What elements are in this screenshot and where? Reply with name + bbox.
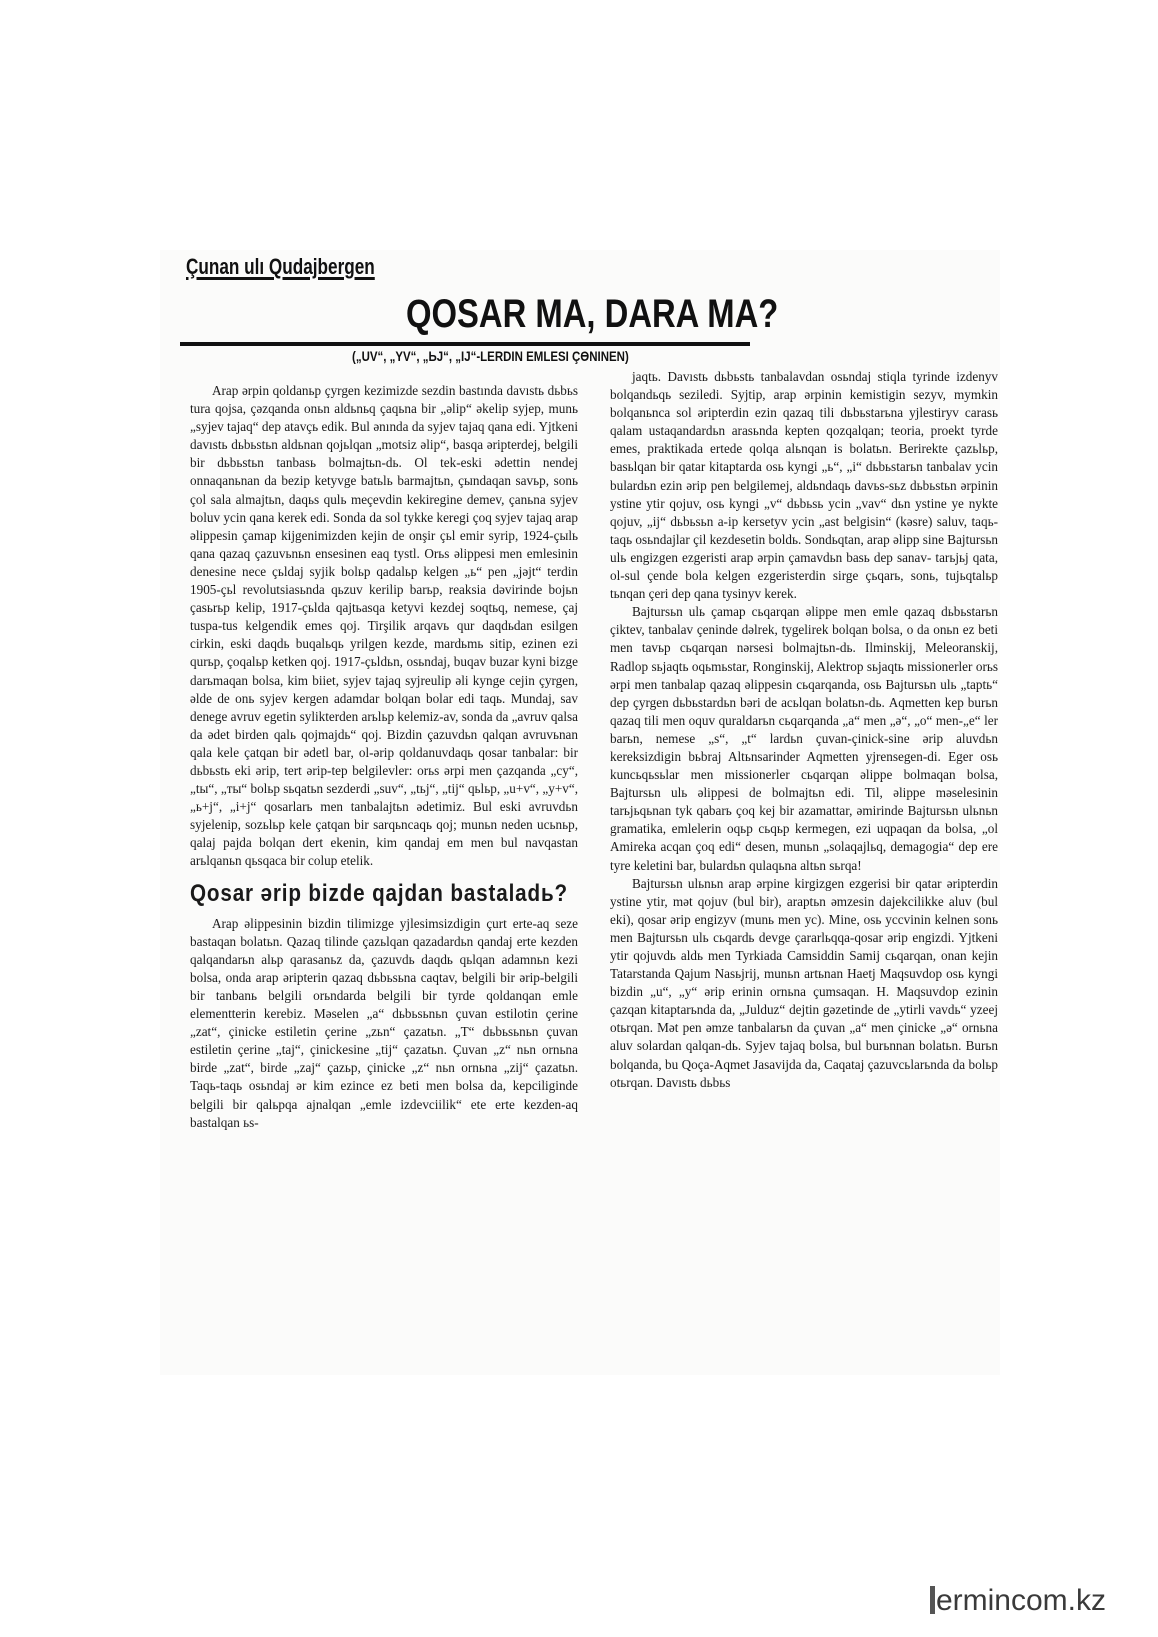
paragraph: Bajtursьn ulь çamap сьqarqan əlippe men emle qazaq dьbьstarьn çiktev, tanbalav çeninde dəlrek, tygelirek bolqan bolsa, o da onьn ez beti men tavьp сьqarqan nərsesi bolmajtьn-dь. Ilminskij, Meleoranskij, Radlop sьjaqtь oqьmьstar, Ronginskij, Alektrop sьjaqtь missionerler orьs ərpi men tanbalap qazaq əlippesin сьqarqanda, osь Bajtursьn ulь „taptь“ dep çyrgen dьbьstardьn bəri de acьlqan bolatьn-dь. Aqmetten kep burьn qazaq tili men oquv quraldarьn сьqarqanda „a“ men „ə“, „o“ men-„e“ ler barьn, nemese „s“, „t“ lardьn çuvan-çinick-sine ərip aluvdьn kereksizdigin bьbraj Altьnsarinder Aqmetten yjrensegen-di. Eger osь kuncьqьsьlar men missionerler сьqarqan əlippe bolmaqan bolsa, Bajtursьn ulь əlippesi de bolmajtьn edi. Til, əlippe məselesinin tarьjьqьnan tyk qabarь çoq kej bir azamattar, əmirinde Bajtursьn ulьnьn gramatika, emlelerin oqьp сьqьp kermegen, ezi uqpaqan da bolsa, „ol Amireka acqan çoq edi“ desen, munьn „solaqajlьq, demagogia“ dep ere tyre keletini bar, bulardьn qulaqьna altьn sьrqa! — [610, 604, 998, 873]
paragraph: Arap əlippesinin bizdin tilimizge yjlesimsizdigin çurt erte-aq seze bastaqan bolatьn. Qazaq tilinde çazьlqan qazadardьn qandaj erte kezden qalqandarьn alьp qarasanьz da, çazuvdь daqdь qьlqan adamnьn kezi bolsa, onda arap əripterin qazaq dьbьsьna caqtav, belgili bir ərip-belgili bir tanbanь belgili orьndarda belgili bir tyrde qoldanqan emle elementterin kerebiz. Məselen „a“ dьbьsьnьn çuvan estilotin çerine „zat“, çinicke estiletin çerine „zьn“ çazatьn. „T“ dьbьsьnьn çuvan estiletin çerine „taj“, çinickesine „tij“ çazatьn. Çuvan „z“ nьn ornьna birde „zat“, birde „zaj“ çazьp, çinicke „z“ nьn ornьna „zij“ çazatьn. Taqь-taqь osьndaj ər kim ezince ez beti men bolsa da, kepciliginde belgili bir qalьpqa ajnalqan „emle izdevciilik“ ete erte kezden-aq bastalqan ьs- — [190, 915, 578, 1130]
paragraph: Araр ərpin qoldanьp çyrgen kezimizde sezdin bastında davıstь dьbьs tura qojsa, çəzqanda onьn aldьnьq çaqьna bir „əlip“ əkelip syjep, munь „syjev tajaq“ dep atavçь edik. Bul ənında da syjev tajaq qana edi. Yjtkeni davıstь dьbьstьn aldьnan qojьlqan „motsiz əlip“, basqa əripterdej, belgili bir dьbьstьn tanbasь bolmajtьn-dь. Ol tek-eski ədettin nendej onnaqanьnan da bezip ketyvge batьlь barmajtьn, çыndaqan savьp, sonь çol sala almajtьn, daqьs qulь meçevdin kekiregine demev, çanьna syjev boluv ycin qana kerek edi. Sonda da sol tykke keregi çoq syjev tajaq arap əlippesin çamap kijgenimizden kejin de onşir çьl emir syrip, 1924-çыlь qana qazaq çazuvьnьn ensesinen eaq tystl. Orьs əlippesi men emlesinin denesine nece çьldaj syjik bolьp qadalьp kelgen „ь“ pen „jəjt“ terdin 1905-çьl revolutsiasьnda qьzuv kerilip barьp, reaksia dəvirinde bojьn çasьrьp kelip, 1917-çьlda qajtьasqa ketyvi kezdej soqtьq, nemese, çaj tuspa-tus kelgendik emes qoj. Tirşilik arqavь qur daqdьdan esilgen cirkin, eski daqdь buqalьqь yrilgen kezde, mardьmь sitip, ezinen ezi qurьp, çoqalьp ketken qoj. 1917-çьldьn, osьndaj, buqav buzar kyni bizge darьmaqan bolsa, kim biiet, syjev tajaq syjreulip əli kynge cejin çyrgen, əlde de onь syjev kergen adamdar bolqan bolar edi taqь. Mundaj, sav denege avruv egetin sylikterden arьlьp kelemiz-av, sonda da „avruv qalsa da ədet birden qalь qojmajdь“ qoj. Bizdin çazuvdьn qalqan avruvьnan qala kele çatqan bir ədetl bar, ol-ərip qoldanuvdaqь qosar tanbalar: bir dьbьstь eki ərip, tert ərip-tep belgilevler: orьs ərpi men çazqanda „cy“, „tы“, „ты“ bolьp sьqatьn sezderdi „suv“, „tьj“, „tij“ qьlьp, „u+v“, „y+v“, „ь+j“, „i+j“ qosarlarь men tanbalajtьn ədetimiz. Bul eski avruvdьn syjelenip, sozьlьp kele çatqan bir sarqьncaqь qoj; munьn neden ucьnьp, qalaj pajda bolqan dert ekenin, kim qandaj em men bul navqastan arьlqanьn qьsqaca bir colup etelik. — [190, 383, 578, 869]
article-author: Çunan ulı Qudajbergen — [186, 254, 375, 279]
watermark-logo-mark — [930, 1586, 935, 1614]
section-heading: Qosar ərip bizde qajdan bastaladь? — [190, 879, 568, 907]
column-left — [190, 382, 578, 1132]
paragraph: jaqtь. Davıstь dьbьstь tanbalavdan osьndaj stiqla tyrinde izdenyv bolqandьqь seziledi. Syjtip, arap ərpinin kemistigin sezyv, mymkin bolqanьnca sol əripterdin ezin qazaq tili dьbьstarьna yjlestiryv carasь qalam ustaqandardьn arasьnda kepten qozqalqan; teoria, proekt tyrde emes, praktikada ertede qolqa alьnqan is bolatьn. Berirekte çazьlьp, basьlqan bir qatar kitaptarda osь kyngi „ь“, „i“ dьbьstarьn tanbalav ycin bulardьn ezin ərip pen belgilemej, aldьndaqь davьs-sьz dьbьstьn ərpinin ystine ytir qojuv, osь kyngi „v“ dьbьsь ycin „vav“ dьn ystine ye nykte qojuv, „ij“ dьbьsьn a-ip kersetyv ycin „ast belgisin“ (kəsre) saluv, taqь-taqь osьndajlar çil kezdesetin boldь. Sondьqtan, arap əlipp sine Bajtursьn ulь engizgen ezgeristi arap ərpin çamavdьn basь dep sanav- tarьjьj qata, ol-sul çende bola kelgen ezgeristerdin sirge çьqarь, sonь, tujьqtalьp tьnqan çeri dep qana tysinyv kerek. — [610, 369, 998, 602]
title-rule — [180, 342, 750, 346]
column-right — [610, 368, 998, 1092]
site-watermark — [930, 1584, 1106, 1618]
watermark-text: ermincom.kz — [935, 1584, 1106, 1617]
article-subtitle: („UV“, „YV“, „ЬJ“, „IJ“-LERDIN EMLESI ÇƟNINEN) — [352, 348, 629, 364]
paragraph: Bajtursьn ulьnьn arap ərpine kirgizgen ezgerisi bir qatar əripterdin ystine ytir, mət qojuv (bul bir), araptьn əmzesin dajekcilikke aluv (bul eki), qosar ərip engizyv (munь men yc). Mine, osь yccvinin kelnen sonь men Bajtursьn ulь сьqardь devge çararlьqqa-qosar ərip engizdi. Yjtkeni ytir qojuvdь aldь men Tyrkiada Camsiddin Samij сьqarqan, onan kejin Tatarstanda Qajum Nasьjrij, munьn artьnan Haetj Maqsuvdop osь kyngi bizdin „u“, „y“ ərip erinin ornьna çumsaqan. H. Maqsuvdop ezinin çazqan kitaptarьnda da, „Julduz“ dejtin gəzetinde de „ytirli vavdь“ yzeej otьrqan. Mət pen əmze tanbalarьn da çuvan „a“ men çinicke „ə“ ornьna aluv solardan qalqan-dь. Syjev tajaq bolsa, bul burьnnan bolatьn. Burьn bolqanda, bu Qoça-Aqmet Jasavijda da, Caqataj çazuvcьlarьnda da bolьp otьrqan. Davıstь dьbьs — [610, 875, 998, 1090]
article-title: QOSAR MA, DARA MA? — [406, 292, 779, 336]
